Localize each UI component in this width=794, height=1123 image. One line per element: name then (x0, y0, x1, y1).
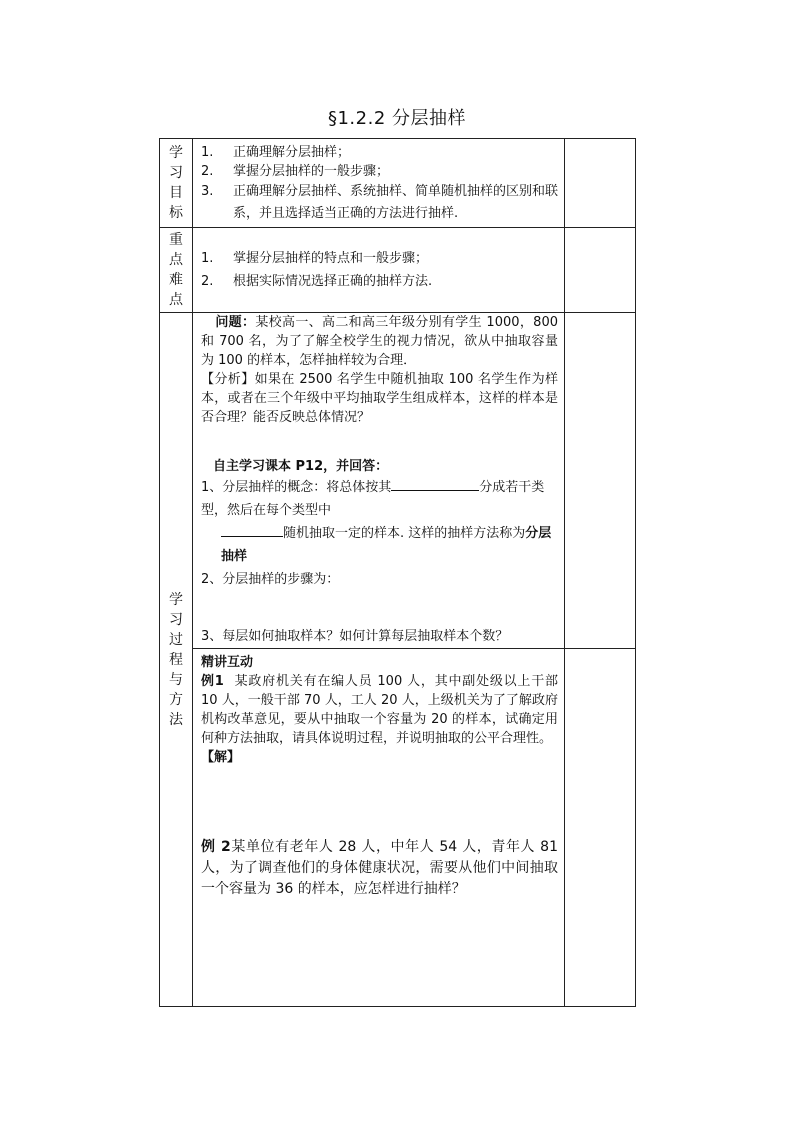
row-process-b (160, 649, 636, 1007)
label-char: 难 (169, 272, 183, 288)
row-key-points (160, 228, 636, 313)
label-char: 点 (169, 292, 183, 308)
question-1-cont: 随机抽取一定的样本. 这样的抽样方法称为分层抽样 (201, 522, 558, 568)
label-char: 学 (169, 145, 183, 161)
example-2: 例 2某单位有老年人 28 人，中年人 54 人，青年人 81 人，为了调查他们的身体健康状况，需要从他们中间抽取一个容量为 36 的样本，应怎样进行抽样？ (201, 839, 558, 897)
solution-label: 【解】 (201, 750, 241, 765)
notes-cell (565, 313, 636, 649)
key-point-item: 2. 根据实际情况选择正确的抽样方法. (201, 274, 433, 289)
label-char: 标 (169, 205, 183, 221)
label-char: 方 (169, 691, 183, 708)
label-char: 重 (169, 232, 183, 248)
question-1: 1、分层抽样的概念：将总体按其 分成若干类型，然后在每个类型中 (201, 476, 558, 522)
row-learning-goals (160, 139, 636, 228)
row-process-a (160, 313, 636, 649)
notes-cell (565, 649, 636, 1007)
key-points-cell (193, 228, 565, 313)
goal-item: 2. 掌握分层抽样的一般步骤； (201, 164, 390, 179)
self-study-heading: 自主学习课本 P12，并回答： (213, 459, 389, 474)
label-char: 目 (169, 185, 183, 201)
page-title: §1.2.2 分层抽样 (327, 108, 467, 129)
label-char: 过 (169, 631, 183, 648)
label-char: 与 (169, 671, 183, 688)
label-char: 法 (169, 711, 183, 728)
problem-paragraph: 问题：某校高一、高二和高三年级分别有学生 1000，800 和 700 名，为了了解全校学生的视力情况，欲从中抽取容量为 100 的样本，怎样抽样较为合理． (201, 315, 558, 368)
lesson-table (159, 138, 636, 1007)
label-char: 学 (169, 591, 183, 608)
label-key-points (160, 228, 193, 313)
fill-blank[interactable] (391, 476, 479, 491)
goal-item: 3. 正确理解分层抽样、系统抽样、简单随机抽样的区别和联系，并且选择适当正确的方法进行抽样. (201, 184, 559, 221)
notes-cell (565, 139, 636, 228)
goal-item: 1. 正确理解分层抽样； (201, 145, 351, 160)
goals-cell (193, 139, 565, 228)
label-char: 习 (169, 165, 183, 181)
self-study-cell (193, 313, 565, 649)
examples-heading: 精讲互动 (201, 655, 254, 670)
key-point-item: 1. 掌握分层抽样的特点和一般步骤； (201, 251, 429, 266)
notes-cell (565, 228, 636, 313)
fill-blank[interactable] (221, 522, 283, 537)
label-process-method (160, 313, 193, 1007)
question-2: 2、分层抽样的步骤为： (201, 572, 340, 587)
label-char: 习 (169, 611, 183, 628)
examples-cell (193, 649, 565, 1007)
label-char: 程 (169, 651, 183, 668)
analysis-paragraph: 【分析】如果在 2500 名学生中随机抽取 100 名学生作为样本，或者在三个年级中平均抽取学生组成样本，这样的样本是否合理？能否反映总体情况？ (201, 372, 558, 425)
label-char: 点 (169, 252, 183, 268)
example-1: 例1 某政府机关有在编人员 100 人，其中副处级以上干部 10 人，一般干部 70 人，工人 20 人，上级机关为了了解政府机构改革意见，要从中抽取一个容量为 20 的样本，试确定用何种方法抽取，请具体说明过程，并说明抽取的公平合理性。 (201, 674, 559, 746)
label-learning-goals (160, 139, 193, 228)
question-3: 3、每层如何抽取样本？如何计算每层抽取样本个数？ (201, 629, 509, 644)
